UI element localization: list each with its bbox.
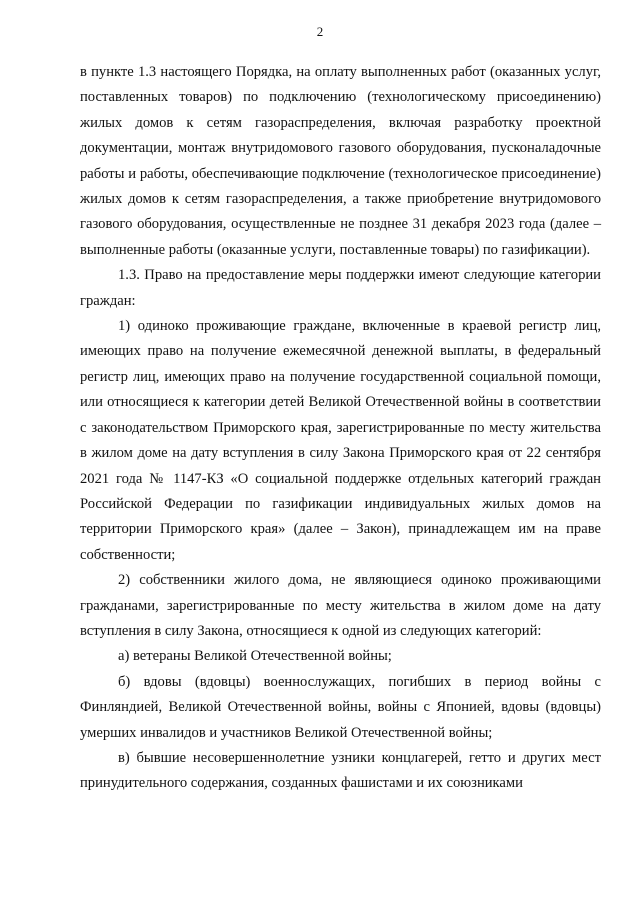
paragraph-subitem-b: б) вдовы (вдовцы) военнослужащих, погибших в период войны с Финляндией, Великой Отечественной войны, войны с Японией, вдовы (вдовцы) умерших инвалидов и участников Великой Отечественной войны; [80,673,601,741]
paragraph-subitem-v: в) бывшие несовершеннолетние узники концлагерей, гетто и других мест принудительного содержания, созданных фашистами и их союзниками [80,749,601,792]
paragraph-subitem-a: а) ветераны Великой Отечественной войны; [118,648,392,665]
paragraph-item-2: 2) собственники жилого дома, не являющиеся одиноко проживающими гражданами, зарегистрированные по месту жительства в жилом доме на дату вступления в силу Закона, относящиеся к одной из следующих категорий: [80,572,601,639]
page-number: 2 [316,24,324,39]
document-body [80,60,601,797]
paragraph-section-1-3: 1.3. Право на предоставление меры поддержки имеют следующие категории граждан: [80,267,601,309]
paragraph-continuation: в пункте 1.3 настоящего Порядка, на оплату выполненных работ (оказанных услуг, поставленных товаров) по подключению (технологическому присоединению) жилых домов к сетям газораспределения, включая разработку проектной документации, монтаж внутридомового газового оборудования, пусконаладочные работы и работы, обеспечивающие подключение (технологическое присоединение) жилых домов к сетям газораспределения, а также приобретение внутридомового газового оборудования, осуществленные не позднее 31 декабря 2023 года (далее – выполненные работы (оказанные услуги, поставленные товары) по газификации). [80,64,601,258]
paragraph-item-1: 1) одиноко проживающие граждане, включенные в краевой регистр лиц, имеющих право на получение ежемесячной денежной выплаты, в федеральный регистр лиц, имеющих право на получение государственной социальной помощи, или относящиеся к категории детей Великой Отечественной войны в соответствии с законодательством Приморского края, зарегистрированные по месту жительства в жилом доме на дату вступления в силу Закона Приморского края от 22 сентября 2021 года № 1147-КЗ «О социальной поддержке отдельных категорий граждан Российской Федерации по газификации индивидуальных жилых домов на территории Приморского края» (далее – Закон), принадлежащем им на праве собственности; [80,318,601,563]
